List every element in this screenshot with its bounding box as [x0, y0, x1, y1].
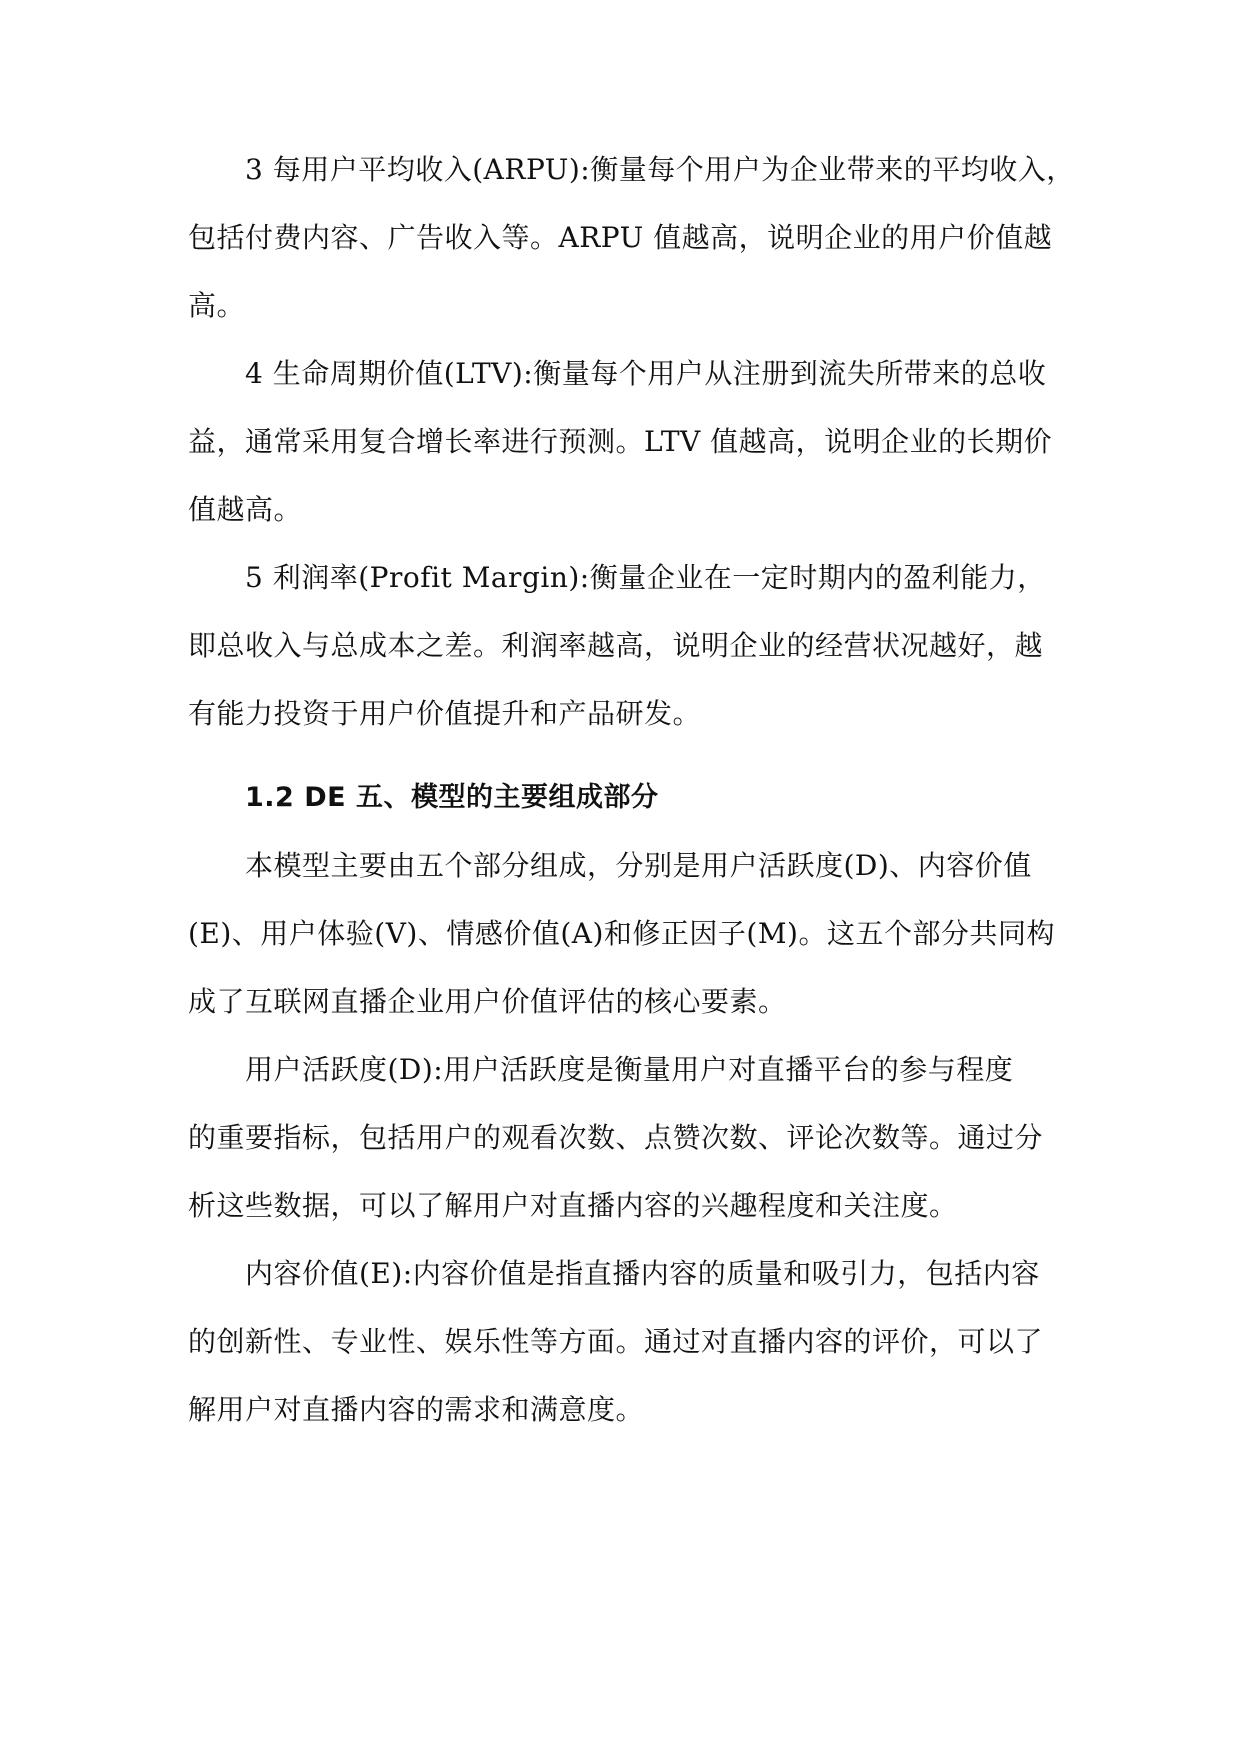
ltv-paragraph-line-1: 4 生命周期价值(LTV):衡量每个用户从注册到流失所带来的总收	[245, 357, 1047, 390]
model-overview-line-3: 成了互联网直播企业用户价值评估的核心要素。	[188, 985, 787, 1018]
ltv-paragraph-line-2: 益，通常采用复合增长率进行预测。LTV 值越高，说明企业的长期价	[188, 425, 1053, 458]
content-value-line-1: 内容价值(E):内容价值是指直播内容的质量和吸引力，包括内容	[245, 1257, 1040, 1290]
ltv-paragraph-line-3: 值越高。	[188, 493, 303, 526]
section-heading: 1.2 DE 五、模型的主要组成部分	[245, 782, 659, 813]
profit-margin-paragraph-line-1: 5 利润率(Profit Margin):衡量企业在一定时期内的盈利能力，	[245, 561, 1046, 594]
arpu-paragraph-line-3: 高。	[188, 289, 246, 322]
profit-margin-paragraph-line-3: 有能力投资于用户价值提升和产品研发。	[188, 697, 702, 730]
content-value-line-2: 的创新性、专业性、娱乐性等方面。通过对直播内容的评价，可以了	[188, 1325, 1044, 1358]
user-activity-line-3: 析这些数据，可以了解用户对直播内容的兴趣程度和关注度。	[188, 1189, 958, 1222]
arpu-paragraph-line-1: 3 每用户平均收入(ARPU):衡量每个用户为企业带来的平均收入，	[245, 153, 1075, 186]
user-activity-line-1: 用户活跃度(D):用户活跃度是衡量用户对直播平台的参与程度	[245, 1053, 1014, 1086]
profit-margin-paragraph-line-2: 即总收入与总成本之差。利润率越高，说明企业的经营状况越好，越	[188, 629, 1044, 662]
content-value-line-3: 解用户对直播内容的需求和满意度。	[188, 1393, 645, 1426]
model-overview-line-2: (E)、用户体验(V)、情感价值(A)和修正因子(M)。这五个部分共同构	[188, 917, 1055, 950]
model-overview-line-1: 本模型主要由五个部分组成，分别是用户活跃度(D)、内容价值	[245, 849, 1032, 882]
arpu-paragraph-line-2: 包括付费内容、广告收入等。ARPU 值越高，说明企业的用户价值越	[188, 221, 1053, 254]
user-activity-line-2: 的重要指标，包括用户的观看次数、点赞次数、评论次数等。通过分	[188, 1121, 1044, 1154]
